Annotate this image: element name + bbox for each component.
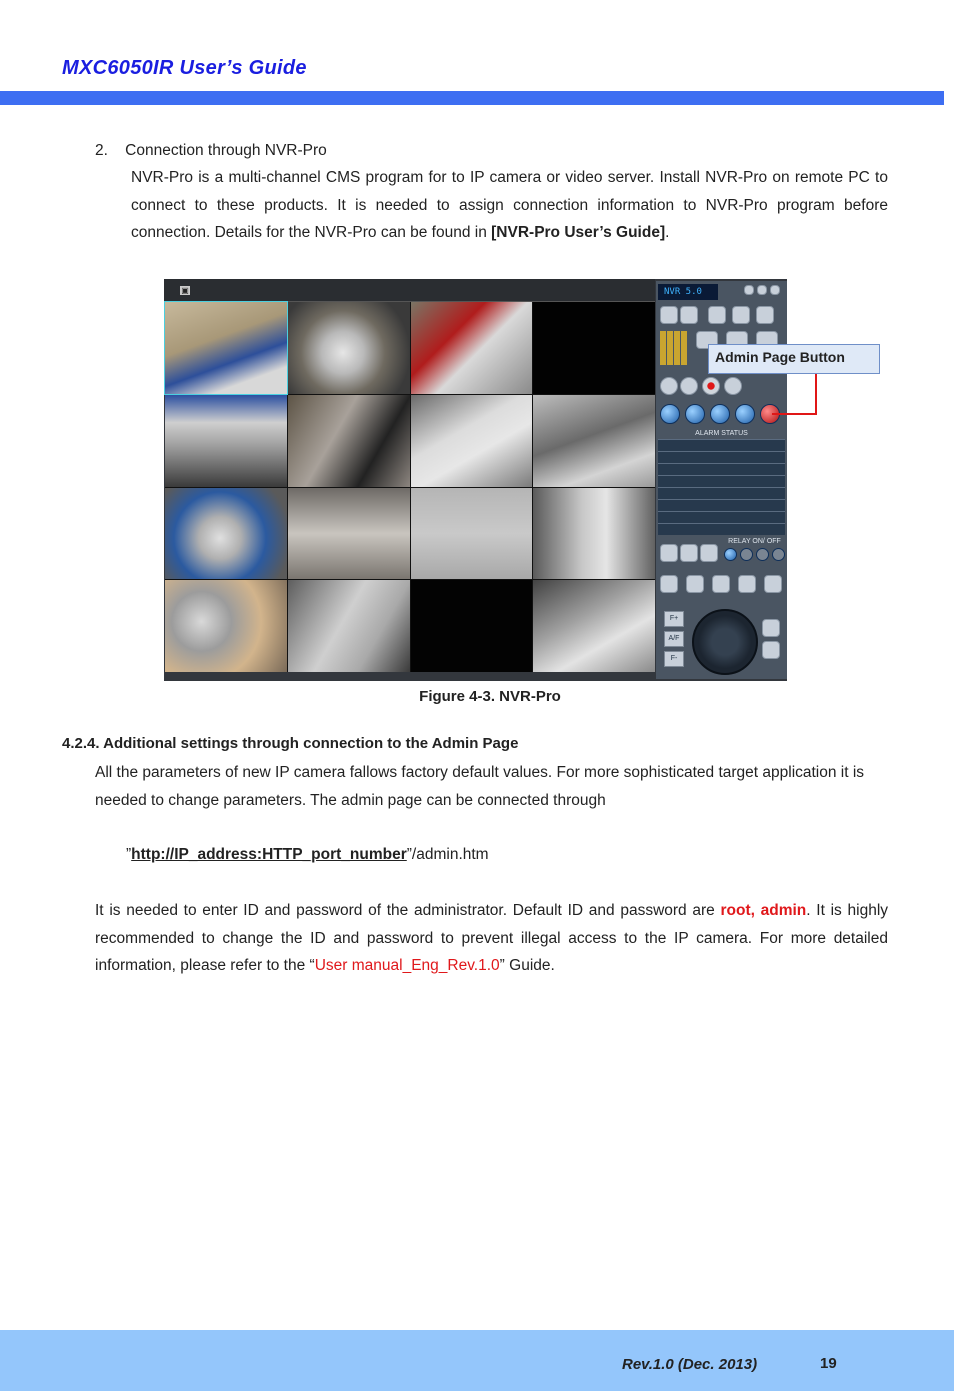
maximize-icon[interactable] [757, 285, 767, 295]
section-2-text: NVR-Pro is a multi-channel CMS program for to IP camera or video server. Install NVR-Pro on remote PC to connect to these products. It is needed to assign connection information to NVR-Pro program before connection. Details for the NVR-Pro can be found in [131, 169, 888, 241]
nvr-pro-screenshot [164, 279, 787, 681]
alarm-row-2 [658, 451, 785, 463]
relay-2-icon[interactable] [740, 548, 753, 561]
camera-view-9 [165, 488, 287, 580]
close-icon[interactable] [770, 285, 780, 295]
control-panel [656, 281, 787, 679]
next-icon[interactable] [680, 306, 698, 324]
list-icon[interactable] [680, 544, 698, 562]
camera-view-16 [533, 580, 655, 672]
section-424-paragraph-1: All the parameters of new IP camera fallows factory default values. For more sophisticated target application it is needed to change parameters. The admin page can be connected through [95, 764, 865, 809]
para2-text-end: ” Guide. [499, 957, 555, 974]
camera-grid [165, 302, 655, 672]
document-header-title: MXC6050IR User’s Guide [62, 57, 307, 79]
figure-caption: Figure 4-3. NVR-Pro [419, 688, 561, 705]
camera-view-3 [411, 302, 533, 394]
alarm-row-7 [658, 511, 785, 523]
auto-focus-button[interactable]: A/F [664, 631, 684, 647]
layout-grid-icon[interactable] [660, 331, 688, 365]
zoom-add-icon[interactable] [660, 575, 678, 593]
single-view-icon[interactable] [708, 306, 726, 324]
alarm-row-5 [658, 487, 785, 499]
search-icon[interactable] [700, 544, 718, 562]
admin-url-suffix: ”/admin.htm [406, 846, 489, 863]
camera-icon[interactable] [685, 404, 705, 424]
camera-view-6 [288, 395, 410, 487]
log-icon[interactable] [660, 544, 678, 562]
nvr-logo: NVR 5.0 [658, 284, 718, 300]
section-424-title: 4.2.4. Additional settings through connection to the Admin Page [62, 735, 519, 752]
camera-view-11 [411, 488, 533, 580]
camera-view-1 [165, 302, 287, 394]
page-number: 19 [820, 1355, 837, 1372]
upload-icon[interactable] [710, 404, 730, 424]
footer-bar [0, 1330, 954, 1391]
multi-view-icon[interactable] [756, 306, 774, 324]
ptz-joystick[interactable] [692, 609, 758, 675]
stop-icon[interactable] [680, 377, 698, 395]
section-2-number: 2. [95, 142, 108, 159]
url-open-quote: ” [126, 846, 132, 863]
trash-icon[interactable] [686, 575, 704, 593]
camera-view-10 [288, 488, 410, 580]
refresh-icon[interactable] [735, 404, 755, 424]
para2-text-2: . It is highly recommended to change the ID and password to prevent illegal access to the IP camera. For more detailed information, please refer to the “ [95, 902, 889, 974]
relay-label: RELAY ON/ OFF [728, 538, 781, 545]
callout-line-horizontal [772, 413, 817, 415]
settings-icon[interactable] [660, 404, 680, 424]
para2-text: It is needed to enter ID and password of the administrator. Default ID and password are [95, 902, 721, 919]
quad-view-icon[interactable] [732, 306, 750, 324]
nvr-pro-guide-reference: [NVR-Pro User’s Guide] [491, 224, 666, 241]
camera-view-14 [288, 580, 410, 672]
zoom-in-icon[interactable] [762, 619, 780, 637]
callout-line [815, 374, 817, 415]
layout-icon: ▣ [181, 286, 189, 295]
camera-view-5 [165, 395, 287, 487]
prev-icon[interactable] [660, 306, 678, 324]
section-424-paragraph-2 [95, 897, 888, 980]
admin-page-button-callout: Admin Page Button [708, 344, 880, 374]
snapshot-icon[interactable] [724, 377, 742, 395]
alarm-status-label: ALARM STATUS [695, 430, 748, 437]
alarm-row-8 [658, 523, 785, 535]
header-bar [0, 91, 944, 105]
camera-view-4 [533, 302, 655, 394]
relay-4-icon[interactable] [772, 548, 785, 561]
alarm-row-4 [658, 475, 785, 487]
camera-view-7 [411, 395, 533, 487]
alarm-row-1 [658, 439, 785, 451]
zoom-out-icon[interactable] [762, 641, 780, 659]
focus-plus-button[interactable]: F+ [664, 611, 684, 627]
play-icon[interactable] [660, 377, 678, 395]
relay-3-icon[interactable] [756, 548, 769, 561]
section-2-title: Connection through NVR-Pro [125, 142, 327, 159]
minimize-icon[interactable] [744, 285, 754, 295]
section-2-paragraph [131, 164, 888, 247]
tools-icon[interactable] [764, 575, 782, 593]
screenshot-title-bar [164, 279, 655, 302]
camera-view-12 [533, 488, 655, 580]
focus-minus-button[interactable]: F- [664, 651, 684, 667]
camera-view-2 [288, 302, 410, 394]
relay-1-icon[interactable] [724, 548, 737, 561]
user-manual-reference[interactable]: User manual_Eng_Rev.1.0 [314, 957, 500, 974]
alarm-row-6 [658, 499, 785, 511]
camera-view-15 [411, 580, 533, 672]
admin-url-line [126, 841, 489, 869]
camera-view-13 [165, 580, 287, 672]
record-icon[interactable] [702, 377, 720, 395]
home-icon[interactable] [738, 575, 756, 593]
revision-label: Rev.1.0 (Dec. 2013) [622, 1356, 758, 1373]
section-2-heading [95, 137, 327, 165]
camera-view-8 [533, 395, 655, 487]
alarm-row-3 [658, 463, 785, 475]
key-icon[interactable] [712, 575, 730, 593]
default-credentials: root, admin [720, 902, 807, 919]
admin-url-link[interactable]: http://IP_address:HTTP_port_number [131, 846, 407, 863]
section-2-text-end: . [665, 224, 670, 241]
